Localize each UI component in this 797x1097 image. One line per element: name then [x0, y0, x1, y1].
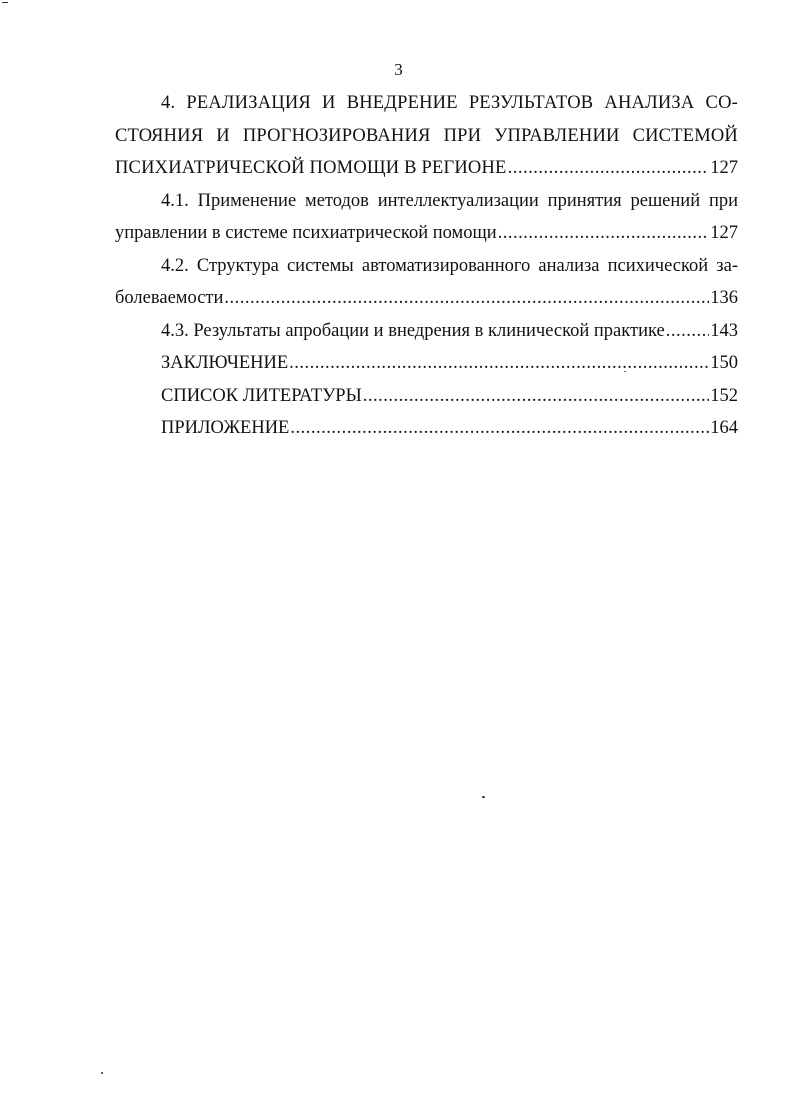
- toc-entry-chapter-4-line-2: СТОЯНИЯ И ПРОГНОЗИРОВАНИЯ ПРИ УПРАВЛЕНИИ СИСТЕМОЙ: [115, 125, 738, 146]
- scan-speck: [2, 2, 8, 3]
- toc-entry-4-1-page: 127: [710, 223, 738, 243]
- scan-speck: [101, 1072, 103, 1074]
- toc-entry-conclusion-title: ЗАКЛЮЧЕНИЕ: [161, 353, 289, 373]
- toc-entry-4-2-page: 136: [710, 288, 738, 308]
- toc-entry-4-2-line-1: 4.2. Структура системы автоматизированного анализа психической за-: [161, 255, 738, 276]
- toc-entry-4-3-title: 4.3. Результаты апробации и внедрения в клинической практике: [161, 320, 665, 341]
- toc-entry-appendix-title: ПРИЛОЖЕНИЕ: [161, 418, 290, 438]
- scan-speck: [482, 796, 485, 798]
- dot-leader: [290, 412, 709, 445]
- toc-entry-chapter-4-line-1: 4. РЕАЛИЗАЦИЯ И ВНЕДРЕНИЕ РЕЗУЛЬТАТОВ АНАЛИЗА СО-: [161, 93, 738, 113]
- scan-speck: [624, 371, 626, 372]
- dot-leader: [498, 217, 710, 250]
- page-number: 3: [394, 60, 403, 79]
- toc-entry-4-2-leader: [115, 282, 738, 315]
- toc-entry-chapter-4-line-3: ПСИХИАТРИЧЕСКОЙ ПОМОЩИ В РЕГИОНЕ: [115, 158, 507, 178]
- table-of-contents: [115, 87, 738, 445]
- toc-entry-4-1[interactable]: [115, 185, 738, 250]
- toc-entry-4-2[interactable]: [115, 250, 738, 315]
- toc-entry-4-1-line-2: управлении в системе психиатрической помощи: [115, 223, 497, 243]
- toc-entry-4-3-page: 143: [710, 320, 738, 341]
- toc-entry-4-1-leader: [115, 217, 738, 250]
- toc-entry-references[interactable]: [115, 380, 738, 413]
- toc-entry-4-2-line-2: болеваемости: [115, 288, 224, 308]
- dot-leader: [666, 315, 710, 348]
- dot-leader: [508, 152, 710, 185]
- toc-entry-4-1-line-1: 4.1. Применение методов интеллектуализации принятия решений при: [161, 190, 738, 211]
- toc-entry-references-title: СПИСОК ЛИТЕРАТУРЫ: [161, 385, 362, 406]
- dot-leader: [224, 282, 709, 315]
- toc-entry-appendix-page: 164: [710, 418, 738, 438]
- toc-entry-chapter-4-page: 127: [710, 158, 738, 178]
- toc-entry-4-3[interactable]: [115, 315, 738, 348]
- toc-entry-chapter-4[interactable]: [115, 87, 738, 185]
- toc-entry-chapter-4-leader: [115, 152, 738, 185]
- toc-entry-references-page: 152: [710, 385, 738, 406]
- toc-entry-appendix[interactable]: [115, 412, 738, 445]
- toc-entry-conclusion-page: 150: [710, 353, 738, 373]
- toc-entry-conclusion[interactable]: [115, 347, 738, 380]
- dot-leader: [363, 380, 710, 413]
- dot-leader: [289, 347, 709, 380]
